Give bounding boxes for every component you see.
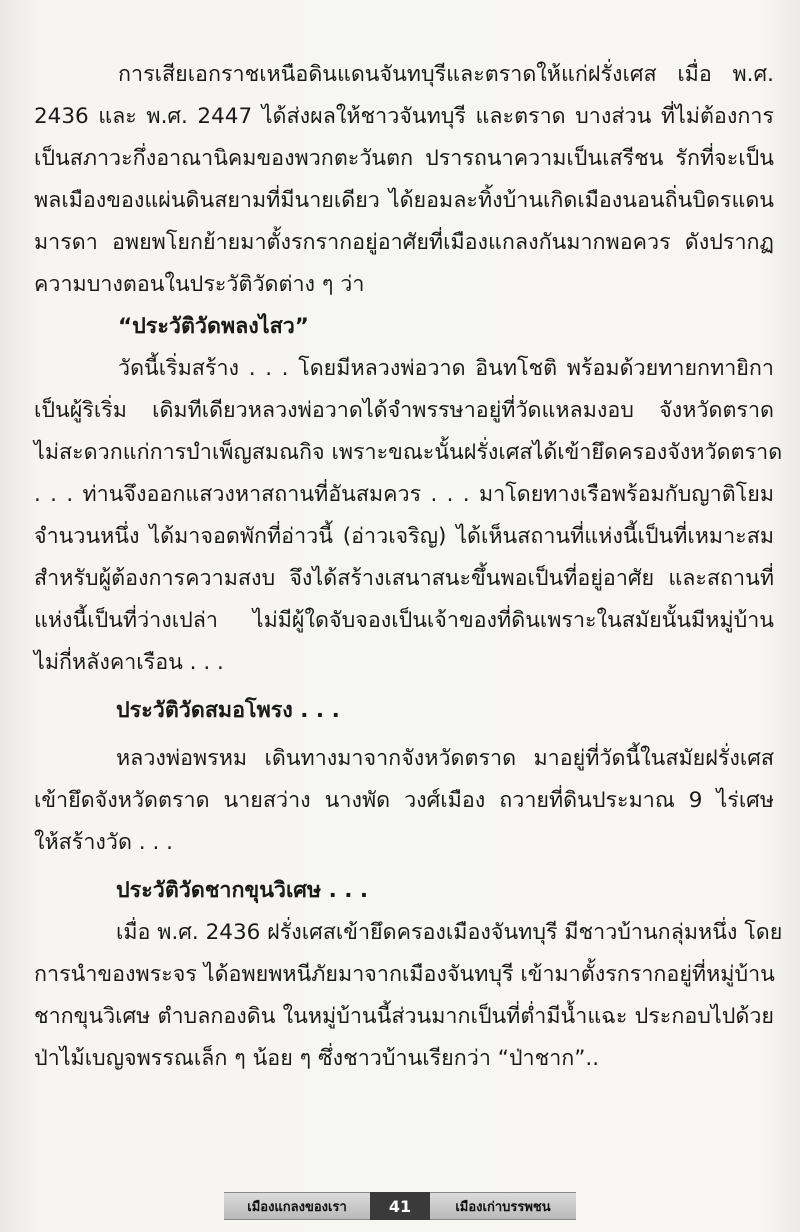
paragraph-line: ป่าไม้เบญจพรรณเล็ก ๆ น้อย ๆ ซึ่งชาวบ้านเรียกว่า “ป่าชาก”..: [34, 1046, 600, 1071]
paragraph-line: การนำของพระจร ได้อพยพหนีภัยมาจากเมืองจันทบุรี เข้ามาตั้งรกรากอยู่ที่หมู่บ้าน: [34, 962, 775, 987]
footer-book-title: เมืองแกลงของเรา: [224, 1192, 370, 1220]
paragraph-line: 2436 และ พ.ศ. 2447 ได้ส่งผลให้ชาวจันทบุรี และตราด บางส่วน ที่ไม่ต้องการ: [34, 104, 774, 129]
paragraph-line: ให้สร้างวัด . . .: [34, 830, 173, 855]
paragraph-line: หลวงพ่อพรหม เดินทางมาจากจังหวัดตราด มาอยู่ที่วัดนี้ในสมัยฝรั่งเศส: [116, 746, 774, 771]
paragraph-line: ไม่สะดวกแก่การบำเพ็ญสมณกิจ เพราะขณะนั้นฝรั่งเศสได้เข้ายึดครองจังหวัดตราด: [34, 440, 783, 465]
paragraph-line: แห่งนี้เป็นที่ว่างเปล่า ไม่มีผู้ใดจับจองเป็นเจ้าของที่ดินเพราะในสมัยนั้นมีหมู่บ้าน: [34, 608, 774, 633]
paragraph-line: ความบางตอนในประวัติวัดต่าง ๆ ว่า: [34, 272, 365, 297]
page-number: 41: [370, 1192, 430, 1220]
paragraph-line: เมื่อ พ.ศ. 2436 ฝรั่งเศสเข้ายึดครองเมืองจันทบุรี มีชาวบ้านกลุ่มหนึ่ง โดย: [116, 920, 783, 945]
paragraph-line: ไม่กี่หลังคาเรือน . . .: [34, 650, 224, 675]
paragraph-line: สำหรับผู้ต้องการความสงบ จึงได้สร้างเสนาสนะขึ้นพอเป็นที่อยู่อาศัย และสถานที่: [34, 566, 774, 591]
paragraph-line: เป็นผู้ริเริ่ม เดิมทีเดียวหลวงพ่อวาดได้จำพรรษาอยู่ที่วัดแหลมงอบ จังหวัดตราด: [34, 398, 774, 423]
section-heading: ประวัติวัดสมอโพรง . . .: [116, 698, 340, 723]
paragraph-line: การเสียเอกราชเหนือดินแดนจันทบุรีและตราดให้แก่ฝรั่งเศส เมื่อ พ.ศ.: [118, 62, 774, 87]
paragraph-line: มารดา อพยพโยกย้ายมาตั้งรกรากอยู่อาศัยที่เมืองแกลงกันมากพอควร ดังปรากฏ: [34, 230, 774, 255]
section-heading: ประวัติวัดชากขุนวิเศษ . . .: [116, 878, 369, 903]
paragraph-line: เข้ายึดจังหวัดตราด นายสว่าง นางพัด วงศ์เมือง ถวายที่ดินประมาณ 9 ไร่เศษ: [34, 788, 774, 813]
body-text: [34, 54, 783, 1080]
paragraph-line: พลเมืองของแผ่นดินสยามที่มีนายเดียว ได้ยอมละทิ้งบ้านเกิดเมืองนอนถิ่นบิดรแดน: [34, 188, 774, 213]
section-heading: “ประวัติวัดพลงไสว”: [118, 314, 309, 339]
paragraph-line: วัดนี้เริ่มสร้าง . . . โดยมีหลวงพ่อวาด อินทโชติ พร้อมด้วยทายกทายิกา: [118, 356, 774, 381]
paragraph-line: จำนวนหนึ่ง ได้มาจอดพักที่อ่าวนี้ (อ่าวเจริญ) ได้เห็นสถานที่แห่งนี้เป็นที่เหมาะสม: [34, 524, 774, 549]
footer-series-title: เมืองเก่าบรรพชน: [430, 1192, 576, 1220]
page-footer: [224, 1192, 576, 1220]
paragraph-line: . . . ท่านจึงออกแสวงหาสถานที่อันสมควร . . . มาโดยทางเรือพร้อมกับญาติโยม: [34, 482, 774, 507]
paragraph-line: ชากขุนวิเศษ ตำบลกองดิน ในหมู่บ้านนี้ส่วนมากเป็นที่ต่ำมีน้ำแฉะ ประกอบไปด้วย: [34, 1004, 774, 1029]
paragraph-line: เป็นสภาวะกึ่งอาณานิคมของพวกตะวันตก ปรารถนาความเป็นเสรีชน รักที่จะเป็น: [34, 146, 774, 171]
